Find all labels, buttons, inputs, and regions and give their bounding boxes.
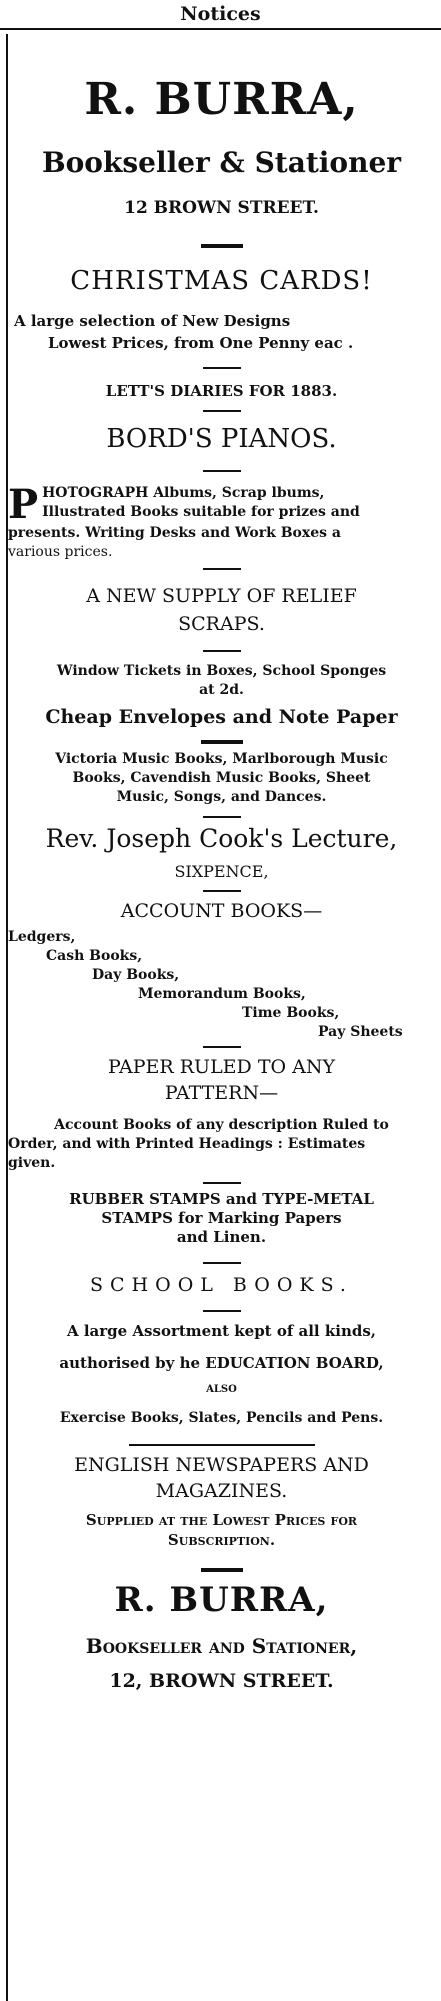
account-item: Day Books, (92, 967, 180, 983)
music-line-2: Books, Cavendish Music Books, Sheet (72, 770, 371, 786)
divider (203, 367, 241, 369)
school-line-2: authorised by he EDUCATION BOARD, (59, 1354, 384, 1372)
photograph-block (8, 481, 435, 562)
christmas-line-2: Lowest Prices, from One Penny eac . (48, 334, 354, 352)
divider (201, 1568, 243, 1572)
relief-line-2: SCRAPS. (178, 613, 265, 635)
rubber-line-2: STAMPS for Marking Papers (101, 1209, 342, 1227)
ruled-body-2: Order, and with Printed Headings : Estimates (8, 1136, 366, 1152)
envelopes-notice: Cheap Envelopes and Note Paper (45, 706, 398, 728)
news-line-1: ENGLISH NEWSPAPERS AND (74, 1454, 369, 1476)
music-line-1: Victoria Music Books, Marlborough Music (55, 751, 388, 767)
account-item: Pay Sheets (318, 1024, 403, 1040)
divider (201, 740, 243, 744)
christmas-line-1: A large selection of New Designs (14, 312, 291, 330)
divider (203, 1046, 241, 1048)
account-item: Cash Books, (46, 948, 143, 964)
section-title: Notices (180, 3, 261, 25)
rubber-line-3: and Linen. (176, 1228, 267, 1246)
photo-line-1: HOTOGRAPH Albums, Scrap lbums, (42, 485, 325, 501)
footer-name: R. BURRA, (114, 1580, 329, 1620)
ruled-line-1: PAPER RULED TO ANY (107, 1056, 336, 1078)
photo-line-3: presents. Writing Desks and Work Boxes a (8, 525, 341, 541)
divider (203, 890, 241, 892)
pianos-heading: BORD'S PIANOS. (106, 424, 337, 454)
divider-wide (129, 1444, 315, 1446)
lecture-title: Rev. Joseph Cook's Lecture, (45, 824, 398, 853)
relief-scraps-heading (8, 582, 435, 638)
account-item: Time Books, (242, 1005, 340, 1021)
music-line-3: Music, Songs, and Dances. (116, 789, 327, 805)
footer-trade: Bookseller and Stationer, (85, 1634, 358, 1658)
newspapers-heading (8, 1452, 435, 1504)
news-line-2: MAGAZINES. (155, 1480, 288, 1502)
relief-line-1: A NEW SUPPLY OF RELIEF (86, 585, 357, 607)
window-tickets (8, 662, 435, 700)
rubber-line-1: RUBBER STAMPS and TYPE-METAL (69, 1190, 374, 1208)
advertisement-column (6, 34, 435, 2001)
drop-cap: P (8, 481, 39, 528)
footer-address: 12, BROWN STREET. (109, 1670, 334, 1692)
divider (203, 568, 241, 570)
music-books (8, 750, 435, 807)
supplied-notice (8, 1510, 435, 1550)
account-books-heading: ACCOUNT BOOKS— (120, 900, 323, 922)
christmas-heading: CHRISTMAS CARDS! (70, 266, 373, 296)
divider (203, 410, 241, 412)
account-books-list (8, 928, 435, 1042)
account-item: Ledgers, (8, 929, 76, 945)
ruled-line-2: PATTERN— (164, 1082, 279, 1104)
rubber-stamps (8, 1190, 435, 1247)
section-header (0, 0, 441, 30)
photo-line-2: Illustrated Books suitable for prizes and (42, 504, 360, 520)
supplied-line-1: Supplied at the Lowest Prices for (85, 1511, 358, 1529)
diaries-notice: LETT'S DIARIES FOR 1883. (105, 382, 338, 400)
divider (203, 816, 241, 818)
lecture-price: SIXPENCE, (174, 862, 269, 881)
also-label: ALSO (206, 1384, 237, 1395)
ruled-body-1: Account Books of any description Ruled to (54, 1117, 389, 1133)
window-line-2: at 2d. (199, 682, 244, 698)
divider (203, 1182, 241, 1184)
supplied-line-2: Subscription. (167, 1531, 276, 1549)
divider (203, 650, 241, 652)
divider (201, 244, 243, 248)
school-line-1: A large Assortment kept of all kinds, (66, 1322, 377, 1340)
school-line-3: Exercise Books, Slates, Pencils and Pens. (59, 1410, 384, 1426)
divider (203, 1310, 241, 1312)
advertiser-trade: Bookseller & Stationer (41, 146, 402, 179)
advertiser-name: R. BURRA, (84, 74, 359, 125)
paper-ruled-heading (8, 1054, 435, 1106)
window-line-1: Window Tickets in Boxes, School Sponges (56, 663, 387, 679)
advertiser-address: 12 BROWN STREET. (124, 198, 319, 218)
school-books-heading: SCHOOL BOOKS. (90, 1274, 353, 1296)
divider (203, 1262, 241, 1264)
paper-ruled-body (8, 1116, 435, 1173)
photo-line-4: various prices. (8, 544, 113, 560)
ruled-body-3: given. (8, 1155, 56, 1171)
account-item: Memorandum Books, (138, 986, 306, 1002)
divider (203, 470, 241, 472)
